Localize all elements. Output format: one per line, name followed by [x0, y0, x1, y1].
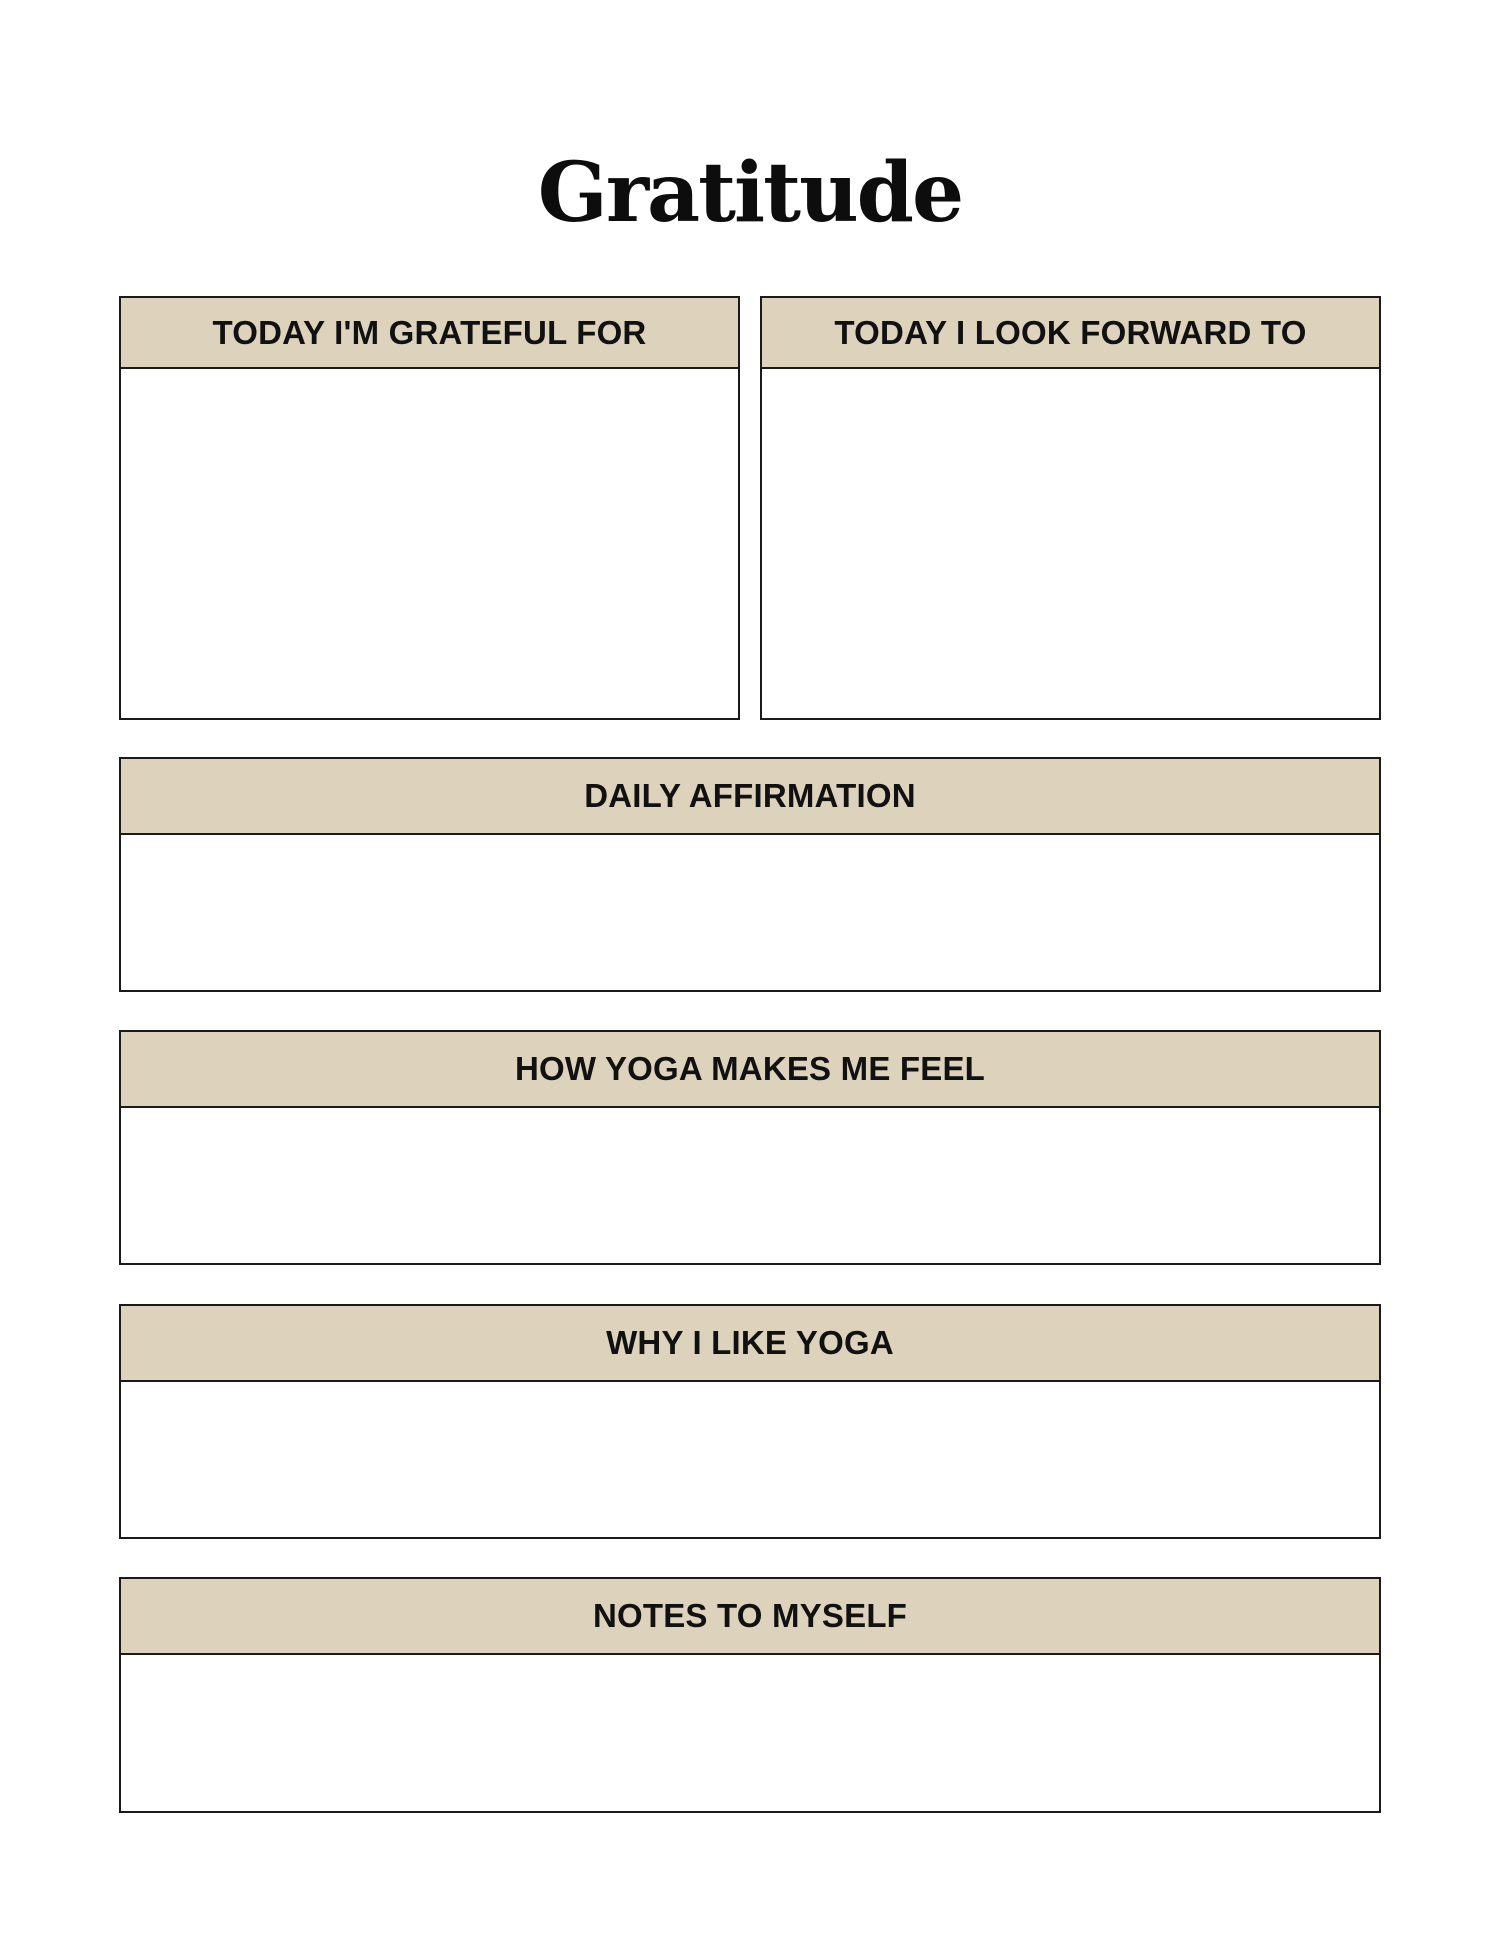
page-title: Gratitude [537, 145, 963, 241]
affirmation-heading: DAILY AFFIRMATION [121, 759, 1379, 835]
notes-heading: NOTES TO MYSELF [121, 1579, 1379, 1655]
why-yoga-box [119, 1304, 1381, 1539]
why-yoga-heading: WHY I LIKE YOGA [121, 1306, 1379, 1382]
grateful-box [119, 296, 740, 720]
why-yoga-writing-area[interactable] [121, 1382, 1379, 1537]
grateful-heading: TODAY I'M GRATEFUL FOR [121, 298, 738, 369]
yoga-feel-box [119, 1030, 1381, 1265]
notes-writing-area[interactable] [121, 1655, 1379, 1810]
look-forward-heading: TODAY I LOOK FORWARD TO [762, 298, 1379, 369]
notes-box [119, 1577, 1381, 1813]
affirmation-writing-area[interactable] [121, 835, 1379, 990]
yoga-feel-writing-area[interactable] [121, 1108, 1379, 1263]
grateful-writing-area[interactable] [121, 369, 738, 718]
look-forward-box [760, 296, 1381, 720]
affirmation-box [119, 757, 1381, 992]
look-forward-writing-area[interactable] [762, 369, 1379, 718]
yoga-feel-heading: HOW YOGA MAKES ME FEEL [121, 1032, 1379, 1108]
